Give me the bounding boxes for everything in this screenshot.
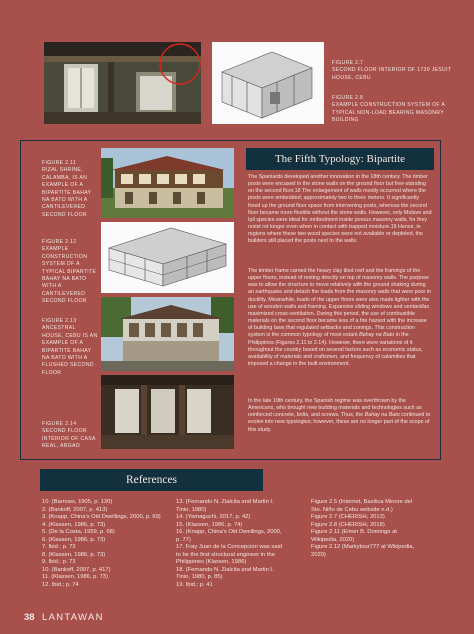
list-item: Figure 2.11 (Elmer B. Domingo at xyxy=(311,529,397,536)
section-paragraph-3: In the late 19th century, the Spanish regime was overthrown by the Americans, who brought new building materials and technologies such as reinforced concrete, bolts, and screws. Thus, the Bahay na Bato continued to evolve into new typologies; however, these are no longer part of the scope of this study. xyxy=(248,398,431,433)
list-item: 15. (Klassen, 1986, p. 74) xyxy=(176,521,243,528)
rizal-shrine-photo xyxy=(101,148,234,218)
list-item: Wikipedia, 2020) xyxy=(311,536,355,543)
list-item: 2020) xyxy=(311,551,326,558)
list-item: 17. Fray Juan de la Concepcion was said xyxy=(176,544,283,551)
casa-real-interior-photo xyxy=(101,375,234,449)
section-paragraph-1: The Spaniards developed another innovation in the 18th century. The timber posts were encased in the stone walls on the ground floor but free-standing on the second floor.18 The enlargement of walls mostly occurred where the posts were embedded; approximately two to three meters. It significantly freed up the ground floor space from intervening posts, whereas the second floor became more flexible without the stone walls. However, only Molave and Ipil species were ideal for embedment inside porous masonry walls, for they resist rot longer even when in contact with trapped moisture.19 Hence, in regions where these two wood species were not available or depleted, the builders still placed the posts next to the walls. xyxy=(248,174,432,245)
list-item: Figure 2.5 (Internet, Basilica Minore del xyxy=(311,499,413,505)
construction-system-diagram xyxy=(212,42,324,124)
list-item: 3. (Knapp, China's Old Dwellings, 2000, p. 69) xyxy=(42,514,161,521)
list-item: 9. Ibid.; p. 73 xyxy=(42,559,76,566)
caption-figure-2-14: FIGURE 2.14 SECOND FLOOR INTERIOR OF CASA REAL, ARGAO xyxy=(42,421,96,450)
bipartite-construction-diagram xyxy=(101,222,234,293)
list-item: 2. (Bankoff, 2007, p. 413) xyxy=(42,506,108,513)
interior-jesuit-house-photo xyxy=(44,42,201,124)
list-item: to be the first structural engineer in the xyxy=(176,551,275,558)
list-item: 6. (Klassen, 1986, p. 73) xyxy=(42,536,106,543)
references-column-3 xyxy=(311,499,414,559)
list-item: 4. (Klassen, 1986, p. 73) xyxy=(42,521,106,528)
ancestral-house-cebu-photo xyxy=(101,297,234,371)
list-item: Figure 2.12 (Markytour777 at Wikipedia, xyxy=(311,544,415,551)
list-item: 16. (Knapp, China's Old Dwellings, 2000, xyxy=(176,529,282,536)
references-column-2 xyxy=(176,499,282,590)
page-number: 38 xyxy=(24,612,35,623)
list-item: Tinio, 1980) xyxy=(176,506,207,513)
list-item: 10. (Barrows, 1905, p. 130) xyxy=(42,499,113,505)
caption-figure-2-12: FIGURE 2.12 EXAMPLE CONSTRUCTION SYSTEM OF A TYPICAL BIPARTITE BAHAY NA BATO WITH A CANTILEVERED SECOND FLOOR xyxy=(42,239,97,305)
caption-figure-2-13: FIGURE 2.13 ANCESTRAL HOUSE, CEBU IS AN EXAMPLE OF A BIPARTITE BAHAY NA BATO WITH A FLUSHED SECOND FLOOR xyxy=(42,318,98,376)
list-item: 11. (Klassen, 1986, p. 73) xyxy=(42,574,108,581)
list-item: Figure 2.8 (CHERISH, 2018) xyxy=(311,521,385,528)
section-paragraph-2: The timber frame carried the heavy clay tiled roof and the framings of the upper floors, instead of resting directly on top of masonry walls. The purpose was to allow the structure to move relatively with the ground shaking during an earthquake and detach the loads from the masonry walls that were poor in ductility. Meanwhile, loads of the upper floors were also made lighter with the use of wooden walls and framing. Expansive sliding windows and ventanillas maximized cross-ventilation. During this period, the use of combustible materials on the second floor became less of a fire hazard with the increase of building laws that regulated setbacks and zonings. This construction system is the common typology of most extant Bahay na Bato in the Philippines (Figures 2.11 to 2.14). However, there were variations of it throughout the country based on several factors such as economic status, availability of materials and craftsmen, and frequency of calamities that imposed a change in the built environment. xyxy=(248,268,431,368)
list-item: 13. (Fernando N. Zialcita and Martin I. xyxy=(176,499,274,505)
list-item: Philippines (Klassen, 1986) xyxy=(176,559,247,566)
list-item: p. 77) xyxy=(176,536,191,543)
list-item: 8. (Klassen, 1986, p. 73) xyxy=(42,551,106,558)
list-item: Sto. Niño de Cebu website n.d.) xyxy=(311,506,393,513)
list-item: 10. (Bankoff, 2007, p. 417) xyxy=(42,566,111,573)
list-item: 7. Ibid.; p. 73 xyxy=(42,544,76,551)
list-item: Tinio, 1980, p. 85) xyxy=(176,574,223,581)
caption-figure-2-11: FIGURE 2.11 RIZAL SHRINE, CALAMBA, IS AN EXAMPLE OF A BIPARTITE BAHAY NA BATO WITH A CANTILEVERED SECOND FLOOR xyxy=(42,160,92,218)
list-item: 19. Ibid.; p. 41 xyxy=(176,582,213,589)
caption-figure-2-7: FIGURE 2.7 SECOND FLOOR INTERIOR OF 1730 JESUIT HOUSE, CEBU xyxy=(332,60,452,81)
list-item: 18. (Fernando N. Zialcita and Martin I. xyxy=(176,566,274,573)
references-title: References xyxy=(40,469,263,491)
section-title: The Fifth Typology: Bipartite xyxy=(246,148,434,170)
caption-figure-2-8: FIGURE 2.8 EXAMPLE CONSTRUCTION SYSTEM OF A TYPICAL NON-LOAD BEARING MASONRY BUILDING xyxy=(332,95,445,124)
list-item: 14. (Yamaguchi, 2017, p. 42) xyxy=(176,514,251,521)
references-column-1 xyxy=(42,499,161,590)
publication-logo: LANTAWAN xyxy=(42,612,104,623)
list-item: 5. (De la Costa, 1959, p. 68) xyxy=(42,529,115,536)
list-item: Figure 2.7 (CHERISH, 2013) xyxy=(311,514,385,521)
list-item: 12. Ibid.; p. 74 xyxy=(42,582,79,589)
